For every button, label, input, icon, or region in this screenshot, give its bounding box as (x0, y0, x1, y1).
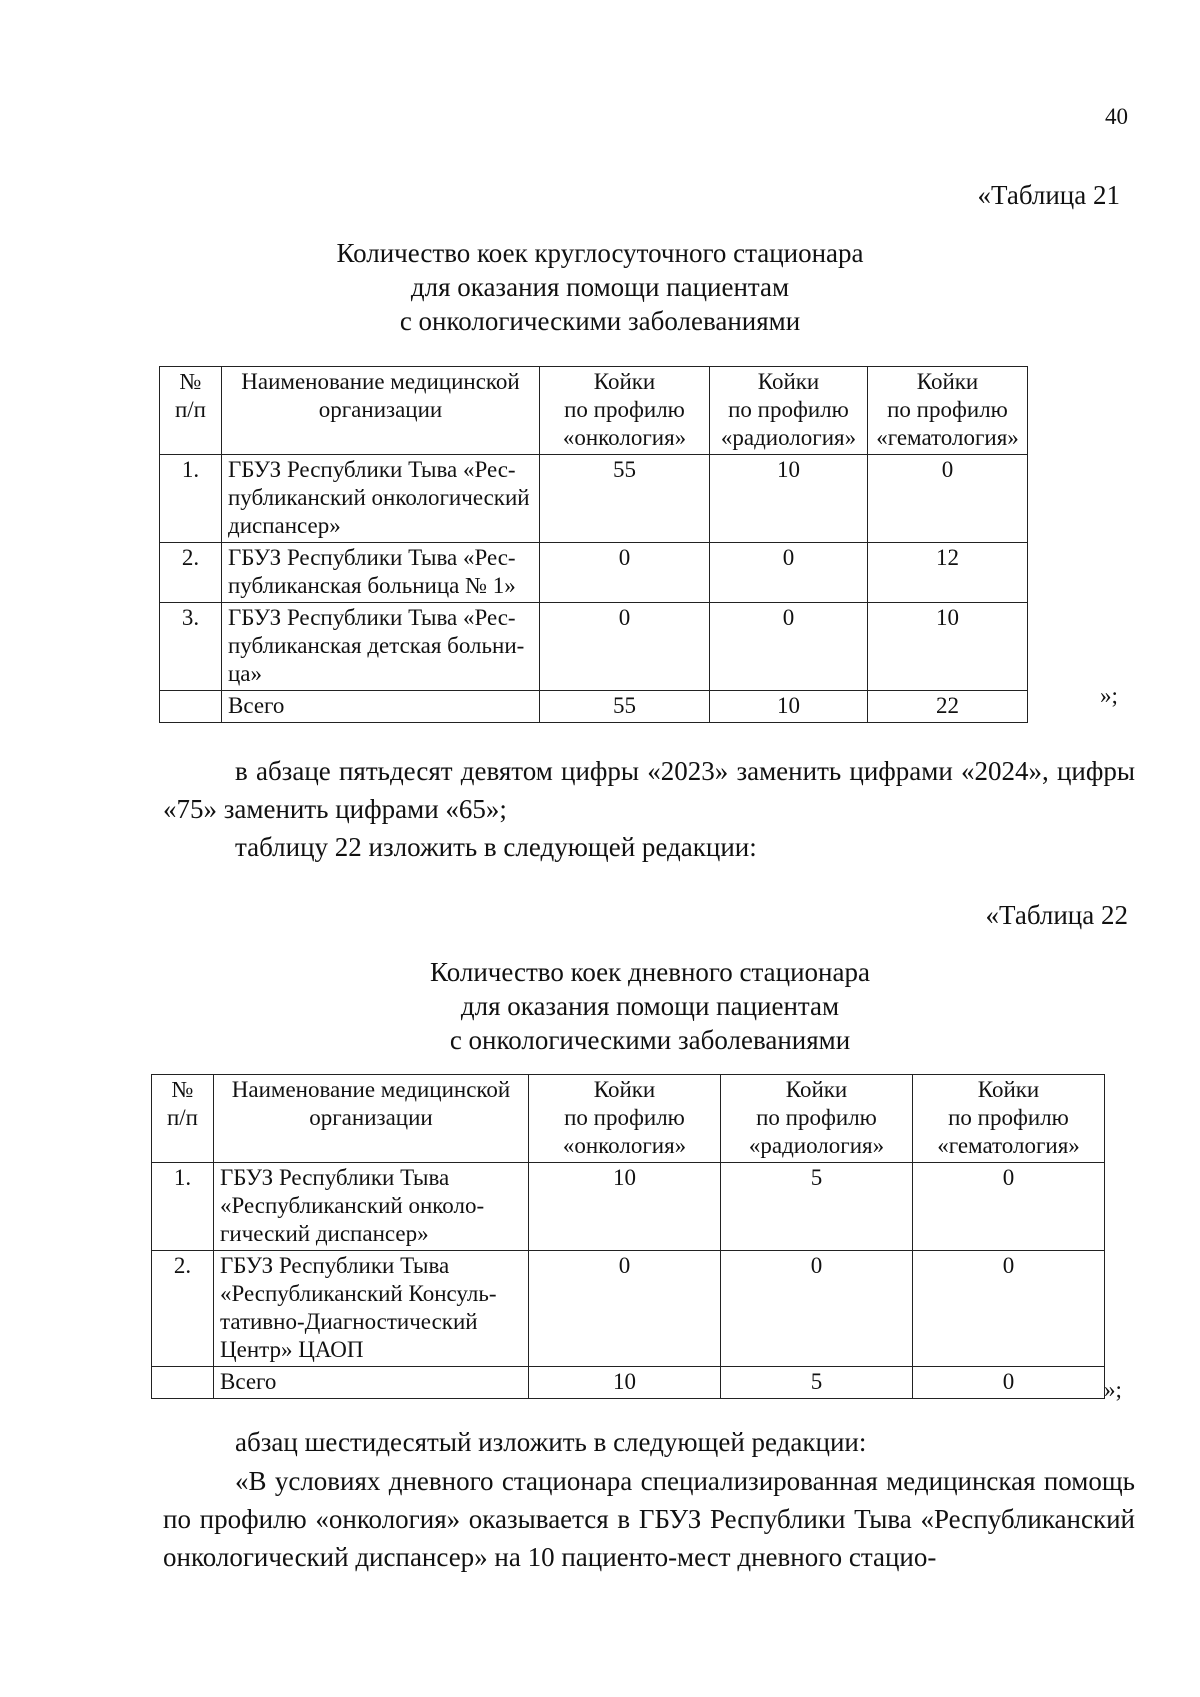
total-label: Всего (214, 1367, 529, 1399)
row-radiology: 5 (721, 1163, 913, 1251)
total-hematology: 0 (913, 1367, 1105, 1399)
row-num: 1. (152, 1163, 214, 1251)
row-org: ГБУЗ Республики Тыва «Республиканский Консуль- тативно-Диагностический Центр» ЦАОП (214, 1251, 529, 1367)
row-oncology: 0 (540, 543, 710, 603)
row-org: ГБУЗ Республики Тыва «Рес- публиканская детская больни- ца» (222, 603, 540, 691)
header-radiology: Койки по профилю «радиология» (721, 1075, 913, 1163)
paragraph-60-intro: абзац шестидесятый изложить в следующей редакции: (235, 1427, 867, 1457)
caption-line: для оказания помощи пациентам (410, 272, 790, 302)
row-hematology: 0 (868, 455, 1028, 543)
paragraph-amendment-59: в абзаце пятьдесят девятом цифры «2023» заменить цифрами «2024», цифры «75» заменить цифрами «65»; (163, 756, 1135, 824)
caption-line: Количество коек круглосуточного стационара (336, 238, 864, 268)
header-row (152, 1075, 1105, 1163)
header-hematology: Койки по профилю «гематология» (913, 1075, 1105, 1163)
table-21-caption (60, 236, 1140, 338)
table-row (152, 1163, 1105, 1251)
row-oncology: 0 (529, 1251, 721, 1367)
header-hematology: Койки по профилю «гематология» (868, 367, 1028, 455)
row-hematology: 12 (868, 543, 1028, 603)
page-number: 40 (1105, 104, 1128, 129)
table-row (160, 543, 1028, 603)
table-22 (151, 1074, 1105, 1399)
row-radiology: 0 (721, 1251, 913, 1367)
caption-line: с онкологическими заболеваниями (399, 306, 801, 336)
header-oncology: Койки по профилю «онкология» (540, 367, 710, 455)
row-hematology: 0 (913, 1251, 1105, 1367)
table-21-closing-quote: »; (1100, 683, 1118, 708)
table-22-caption (110, 955, 1190, 1057)
table-22-closing-quote: »; (1104, 1377, 1122, 1402)
row-org: ГБУЗ Республики Тыва «Рес- публиканский онкологический диспансер» (222, 455, 540, 543)
total-oncology: 10 (529, 1367, 721, 1399)
total-row (152, 1367, 1105, 1399)
caption-line: Количество коек дневного стационара (430, 957, 870, 987)
header-org: Наименование медицинской организации (222, 367, 540, 455)
total-hematology: 22 (868, 691, 1028, 723)
row-num: 2. (160, 543, 222, 603)
row-oncology: 0 (540, 603, 710, 691)
caption-line: с онкологическими заболеваниями (449, 1025, 851, 1055)
total-num-cell (160, 691, 222, 723)
total-radiology: 5 (721, 1367, 913, 1399)
table-row (152, 1251, 1105, 1367)
header-radiology: Койки по профилю «радиология» (710, 367, 868, 455)
row-num: 1. (160, 455, 222, 543)
paragraph-table-22-intro: таблицу 22 изложить в следующей редакции: (235, 832, 757, 862)
table-21-label: «Таблица 21 (977, 180, 1120, 210)
caption-line: для оказания помощи пациентам (460, 991, 840, 1021)
row-oncology: 55 (540, 455, 710, 543)
total-radiology: 10 (710, 691, 868, 723)
row-radiology: 0 (710, 603, 868, 691)
header-row (160, 367, 1028, 455)
total-row (160, 691, 1028, 723)
row-num: 3. (160, 603, 222, 691)
table-row (160, 455, 1028, 543)
row-num: 2. (152, 1251, 214, 1367)
header-org: Наименование медицинской организации (214, 1075, 529, 1163)
table-21 (159, 366, 1028, 723)
total-oncology: 55 (540, 691, 710, 723)
header-num: № п/п (160, 367, 222, 455)
total-label: Всего (222, 691, 540, 723)
table-22-label: «Таблица 22 (985, 900, 1128, 930)
row-radiology: 10 (710, 455, 868, 543)
row-org: ГБУЗ Республики Тыва «Рес- публиканская больница № 1» (222, 543, 540, 603)
row-hematology: 0 (913, 1163, 1105, 1251)
total-num-cell (152, 1367, 214, 1399)
row-radiology: 0 (710, 543, 868, 603)
row-hematology: 10 (868, 603, 1028, 691)
header-oncology: Койки по профилю «онкология» (529, 1075, 721, 1163)
row-org: ГБУЗ Республики Тыва «Республиканский онколо- гический диспансер» (214, 1163, 529, 1251)
table-row (160, 603, 1028, 691)
header-num: № п/п (152, 1075, 214, 1163)
row-oncology: 10 (529, 1163, 721, 1251)
paragraph-60-text: «В условиях дневного стационара специализированная медицинская помощь по профилю «онкология» оказывается в ГБУЗ Республики Тыва «Республиканский онкологический диспансер» на 10 пациенто-мест дневного стацио- (163, 1466, 1135, 1572)
